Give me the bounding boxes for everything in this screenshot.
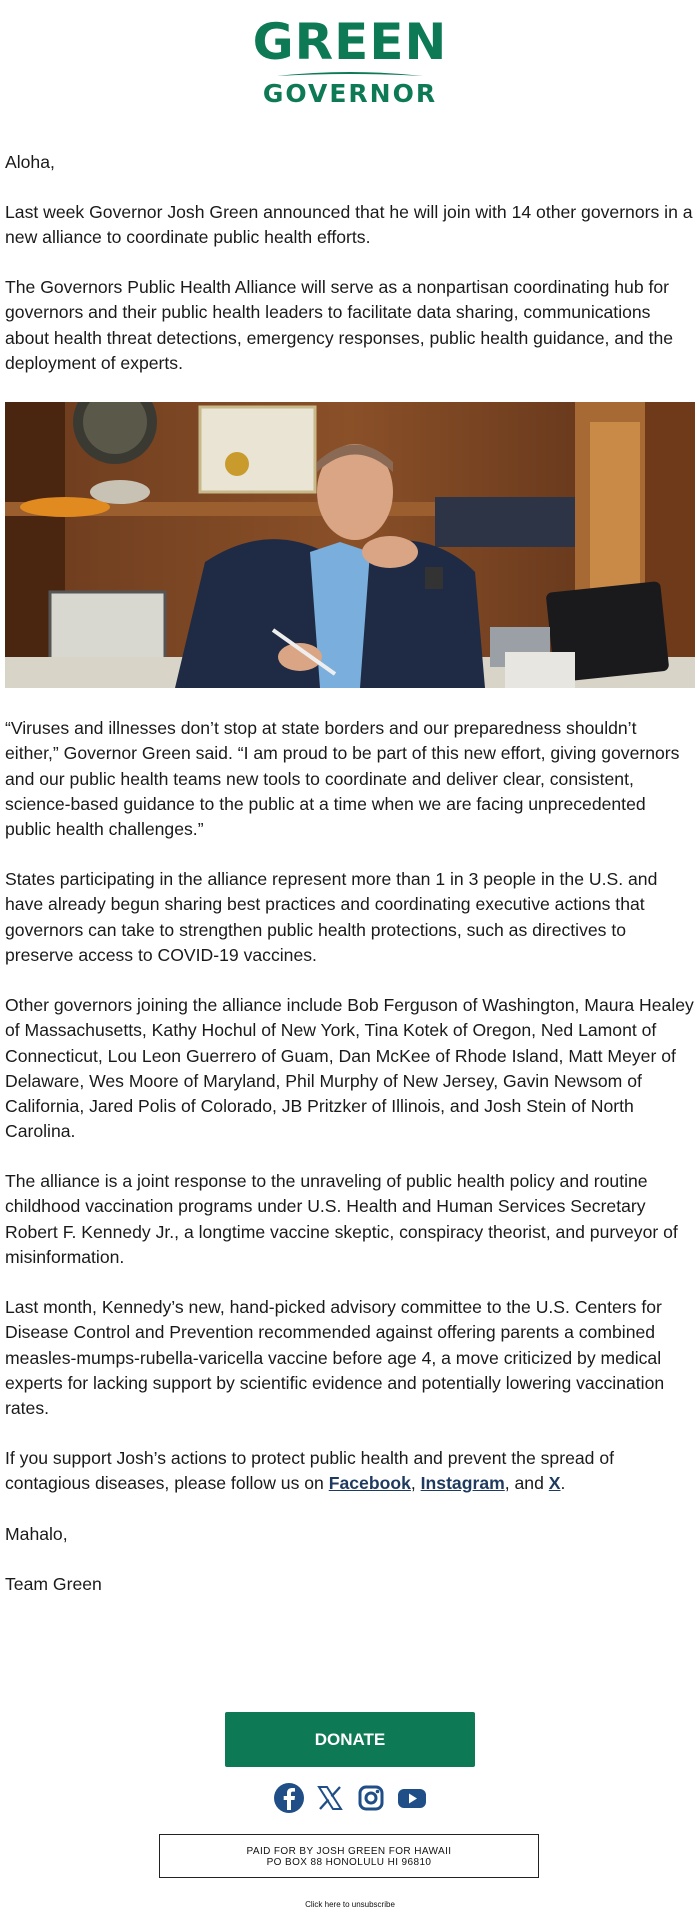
instagram-link[interactable]: Instagram: [420, 1473, 505, 1494]
paragraph-states: States participating in the alliance represent more than 1 in 3 people in the U.S. and have already begun sharing best practices and coordinating executive actions that governors can take to strengthen public health protections, such as directives to preserve access to COVID-19 vaccines.: [5, 869, 658, 965]
x-icon[interactable]: [314, 1782, 346, 1814]
unsubscribe-link[interactable]: Click here to unsubscribe: [305, 1900, 395, 1909]
paragraph-alliance: The Governors Public Health Alliance will serve as a nonpartisan coordinating hub for governors and their public health leaders to facilitate data sharing, communications about health threat detections, emergency responses, public health guidance, and the deployment of experts.: [5, 277, 674, 373]
closing: Mahalo,: [5, 1524, 68, 1544]
paragraph-governors: Other governors joining the alliance include Bob Ferguson of Washington, Maura Healey of Massachusetts, Kathy Hochul of New York, Tina Kotek of Oregon, Ned Lamont of Connecticut, Lou Leon Guerrero of Guam, Dan McKee of Rhode Island, Matt Meyer of Delaware, Wes Moore of Maryland, Phil Murphy of New Jersey, Gavin Newsom of California, Jared Polis of Colorado, JB Pritzker of Illinois, and Josh Stein of North Carolina.: [5, 995, 694, 1142]
green-governor-logo: [0, 14, 700, 108]
logo-line1: GREEN: [252, 13, 448, 71]
paid-for-line: PAID FOR BY JOSH GREEN FOR HAWAII: [246, 1846, 452, 1857]
paragraph-quote: “Viruses and illnesses don’t stop at state borders and our preparedness shouldn’t either,” Governor Green said. “I am proud to be part of this new effort, giving governors and our public health teams new tools to coordinate and deliver clear, consistent, science-based guidance to the public at a time when we are facing unprecedented public health challenges.”: [5, 718, 680, 840]
facebook-link[interactable]: Facebook: [328, 1473, 411, 1494]
logo-line2: GOVERNOR: [262, 79, 438, 108]
address-line: PO BOX 88 HONOLULU HI 96810: [266, 1857, 432, 1868]
paragraph-committee: Last month, Kennedy’s new, hand-picked advisory committee to the U.S. Centers for Disease Control and Prevention recommended against offering parents a combined measles-mumps-rubella-varicella vaccine before age 4, a move criticized by medical experts for lacking support by scientific evidence and potentially lowering vaccination rates.: [5, 1297, 665, 1419]
follow-text: If you support Josh’s actions to protect public health and prevent the spread of contagious diseases, please follow us on: [5, 1448, 614, 1494]
paragraph-announcement: Last week Governor Josh Green announced that he will join with 14 other governors in a new alliance to coordinate public health efforts.: [5, 202, 693, 248]
youtube-icon[interactable]: [396, 1782, 428, 1814]
follow-end: .: [560, 1473, 566, 1494]
paragraph-follow: [5, 1446, 695, 1497]
paid-for-disclaimer: [159, 1834, 539, 1878]
facebook-icon[interactable]: [273, 1782, 305, 1814]
greeting: Aloha,: [5, 152, 55, 172]
signature: Team Green: [5, 1574, 102, 1594]
donate-button[interactable]: DONATE: [225, 1712, 475, 1767]
instagram-icon[interactable]: [355, 1782, 387, 1814]
logo-swoosh: [275, 70, 425, 78]
social-links: [0, 1782, 700, 1814]
paragraph-response: The alliance is a joint response to the unraveling of public health policy and routine childhood vaccination programs under U.S. Health and Human Services Secretary Robert F. Kennedy Jr., a longtime vaccine skeptic, conspiracy theorist, and purveyor of misinformation.: [5, 1171, 678, 1267]
follow-sep2: , and: [504, 1473, 549, 1494]
x-link[interactable]: X: [548, 1473, 561, 1494]
governor-photo: [5, 402, 695, 688]
follow-sep1: ,: [410, 1473, 421, 1494]
